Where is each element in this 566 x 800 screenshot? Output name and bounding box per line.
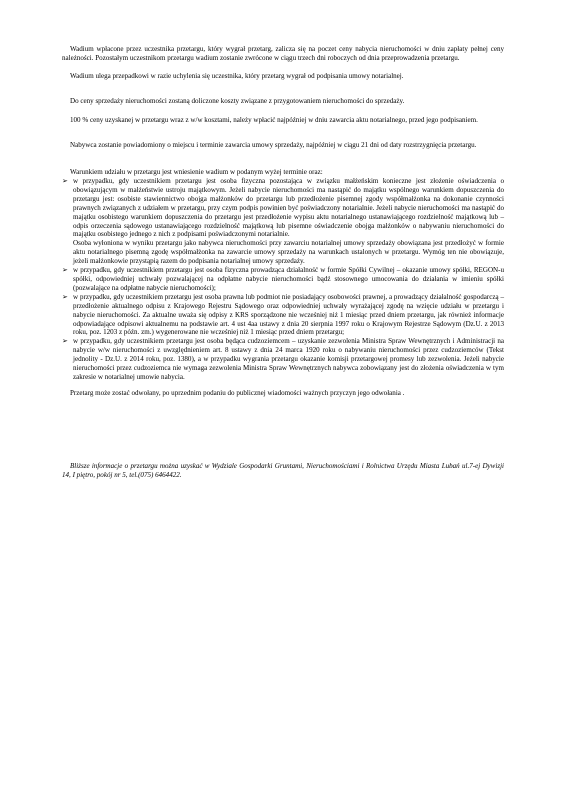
list-item	[62, 293, 504, 338]
paragraph-odwolanie: Przetarg może zostać odwołany, po uprzednim podaniu do publicznej wiadomości ważnych przyczyn jego odwołania .	[70, 388, 405, 397]
list-footer	[62, 389, 504, 398]
paragraph-warunki-udzialu: Warunkiem udziału w przetargu jest wniesienie wadium w podanym wyżej terminie oraz:	[70, 168, 323, 176]
arrow-bullet-icon: ➢	[62, 337, 68, 346]
list-item-text: w przypadku, gdy uczestnikiem przetargu jest osoba będąca cudzoziemcem – uzyskanie zezwolenia Ministra Spraw Wewnętrznych i Administracji na nabycie w/w nieruchomości z uwzględnieniem art. 8 ustawy z dnia 24 marca 1920 roku o nabywaniu nieruchomości przez cudzoziemców (Tekst jednolity - Dz.U. z 2014 roku, poz. 1380), a w przypadku wygrania przetargu okazanie komisji przetargowej promesy lub zezwolenia. Jeżeli nabycie nieruchomości przez cudzoziemca nie wymaga zezwolenia Ministra Spraw Wewnętrznych nabywca zobowiązany jest do złożenia oświadczenia w tym zakresie w notarialnej umowie nabycia.	[73, 337, 504, 381]
conditions-list	[62, 177, 504, 398]
paragraph-wadium-zaliczenie: Wadium wpłacone przez uczestnika przetargu, który wygrał przetarg, zalicza się na poczet ceny nabycia nieruchomości w dniu zapłaty pełnej ceny należności. Pozostałym uczestnikom przetargu wadium zostanie zwrócone w ciągu trzech dni roboczych od dnia przeprowadzenia przetargu.	[62, 45, 504, 62]
list-item-text: w przypadku, gdy uczestnikiem przetargu jest osoba prawna lub podmiot nie posiadający osobowości prawnej, a prowadzący działalność gospodarczą – przedłożenie aktualnego odpisu z Krajowego Rejestru Sądowego oraz odpowiedniej uchwały wyrażającej zgodę na wzięcie udziału w przetargu i nabycie nieruchomości. Za aktualne uważa się odpisy z KRS sporządzone nie wcześniej niż 1 miesiąc przed dniem przetargu, jak również informacje odpowiadające odpisowi aktualnemu na podstawie art. 4 ust 4aa ustawy z dnia 20 sierpnia 1997 roku o Krajowym Rejestrze Sądowym (Dz.U. z 2013 roku, poz. 1203 z późn. zm.) wygenerowane nie wcześniej niż 1 miesiąc przed dniem przetargu;	[73, 292, 504, 337]
list-item-text: w przypadku, gdy uczestnikiem przetargu jest osoba fizyczna pozostająca w związku małżeńskim konieczne jest złożenie oświadczenia o obowiązującym w małżeństwie ustroju majątkowym. Jeżeli nabycie nieruchomości ma nastąpić do majątku wspólnego warunkiem dopuszczenia do przetargu jest: osobiste stawiennictwo obojga małżonków do przetargu lub przedłożenie pisemnej zgody współmałżonka na dokonanie czynności prawnych związanych z udziałem w przetargu, przy czym podpis powinien być poświadczony notarialnie. Jeżeli nabycie nieruchomości ma nastąpić do majątku osobistego warunkiem dopuszczenia do przetargu jest przedłożenie wypisu aktu notarialnego ustanawiającego rozdzielność majątkową lub – odpis orzeczenia sądowego ustanawiającego rozdzielność majątkową lub pisemne oświadczenie obojga małżonków o nabywaniu nieruchomości do majątku osobistego jednego z nich z podpisami poświadczonymi notarialnie.	[73, 177, 504, 239]
paragraph-powiadomienie: Nabywca zostanie powiadomiony o miejscu i terminie zawarcia umowy sprzedaży, najpóźniej w ciągu 21 dni od daty rozstrzygnięcia przetargu.	[70, 141, 477, 149]
arrow-bullet-icon: ➢	[62, 266, 68, 275]
list-item	[62, 337, 504, 382]
list-item	[62, 177, 504, 266]
arrow-bullet-icon: ➢	[62, 177, 68, 185]
paragraph-platnosc: 100 % ceny uzyskanej w przetargu wraz z w/w kosztami, należy wpłacić najpóźniej w dniu zawarcia aktu notarialnego, przed jego podpisaniem.	[70, 116, 478, 124]
paragraph-wadium-przepadek: Wadium ulega przepadkowi w razie uchylenia się uczestnika, który przetarg wygrał od podpisania umowy notarialnej.	[70, 72, 404, 80]
list-item-note: Osoba wyłoniona w wyniku przetargu jako nabywca nieruchomości przy zawarciu notarialnej umowy sprzedaży obowiązana jest przedłożyć w formie aktu notarialnego pisemną zgodę współmałżonka na zawarcie umowy sprzedaży na warunkach ustalonych w przetargu. Wymóg ten nie obowiązuje, jeżeli małżonkowie przystąpią razem do podpisania notarialnej umowy sprzedaży.	[73, 239, 504, 266]
list-item	[62, 266, 504, 293]
paragraph-koszty: Do ceny sprzedaży nieruchomości zostaną doliczone koszty związane z przygotowaniem nieruchomości do sprzedaży.	[70, 97, 405, 105]
arrow-bullet-icon: ➢	[62, 292, 68, 301]
list-item-text: w przypadku, gdy uczestnikiem przetargu jest osoba fizyczna prowadząca działalność w formie Spółki Cywilnej – okazanie umowy spółki, REGON-u spółki, odpowiedniej uchwały pozwalającej na odpłatne nabycie nieruchomości bądź stosownego umocowania do działania w imieniu spółki (pozwalające na odpłatne nabycie nieruchomości);	[73, 266, 504, 292]
paragraph-blizsze-informacje: Bliższe informacje o przetargu można uzyskać w Wydziale Gospodarki Gruntami, Nieruchomościami i Rolnictwa Urzędu Miasta Lubań ul.7-ej Dywizji 14, I piętro, pokój nr 5, tel.(075) 6464422.	[62, 462, 504, 479]
